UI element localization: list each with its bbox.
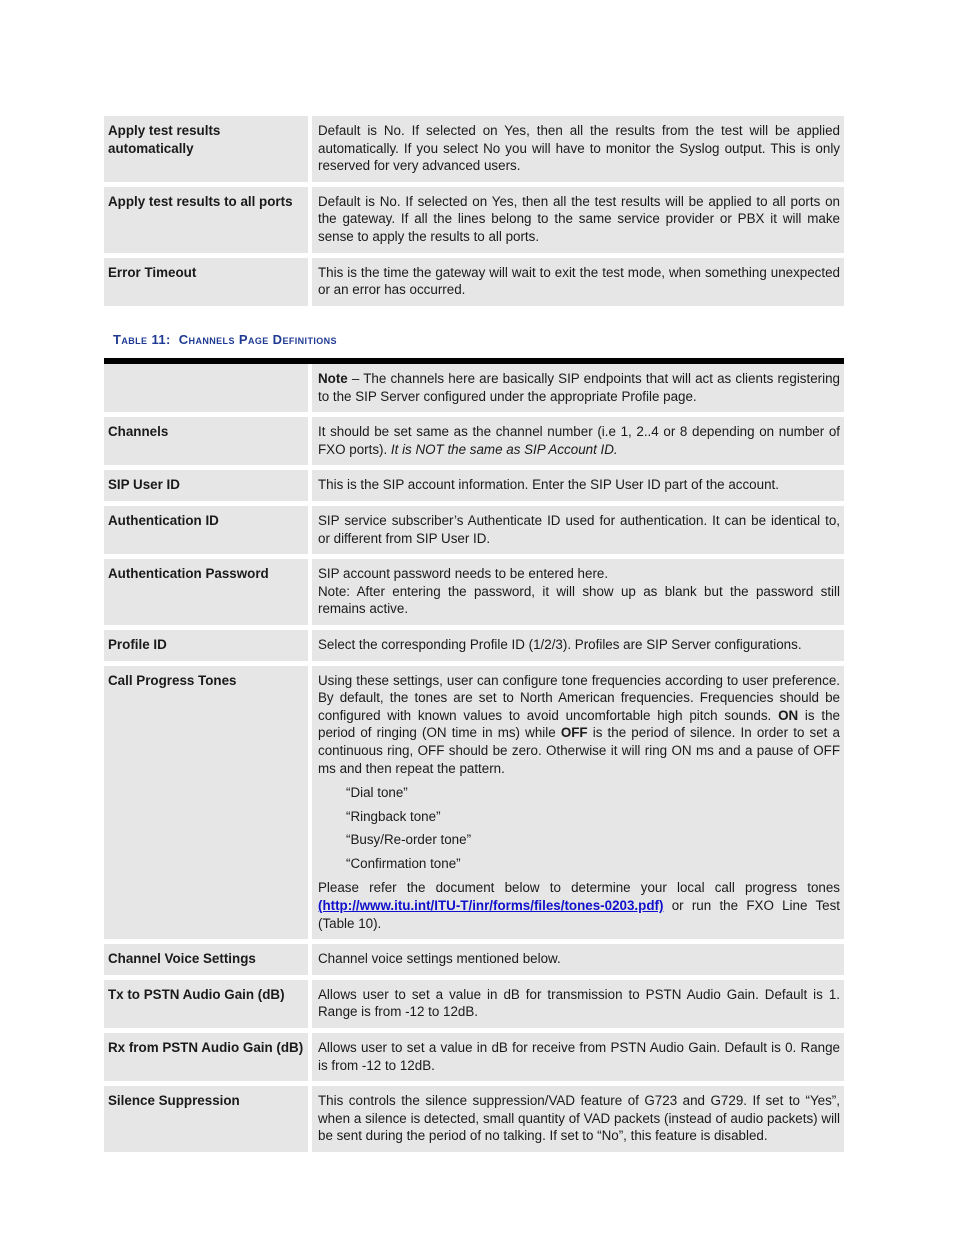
term-cell-empty [104,364,312,417]
list-item: “Dial tone” [346,785,408,801]
term-cell: Channels [104,417,312,470]
description-cell [312,417,844,470]
note-label: Note [318,371,348,386]
refer-text: Please refer the document below to determine your local call progress tones [318,880,840,896]
description-cell: Default is No. If selected on Yes, then all the test results will be applied to all ports on the gateway. If all the lines belong to the same service provider or PBX it will make sense to apply the results to all ports. [312,187,844,258]
table-row-channel-voice-settings [104,944,844,980]
term-cell: Silence Suppression [104,1086,312,1152]
description-cell: Default is No. If selected on Yes, then all the results from the test will be applied automatically. If you select No you will have to monitor the Syslog output. This is only reserved for very advanced users. [312,116,844,187]
tone-list [318,781,840,875]
table-row-tx-gain [104,980,844,1033]
list-item: “Confirmation tone” [346,855,461,871]
password-line-1: SIP account password needs to be entered here. [318,566,609,582]
description-cell [312,666,844,945]
note-text: – The channels here are basically SIP endpoints that will act as clients registering to the SIP Server configured under the appropriate Profile page. [318,371,840,404]
term-cell: SIP User ID [104,470,312,506]
channels-definitions-table [104,358,844,1152]
refer-tail: or run the FXO Line Test (Table 10). [318,898,840,931]
table-row-rx-gain [104,1033,844,1086]
term-cell: Channel Voice Settings [104,944,312,980]
description-cell: This controls the silence suppression/VAD feature of G723 and G729. If set to “Yes”, when a silence is detected, small quantity of VAD packets (instead of audio packets) will be sent during the period of no talking. If set to “No”, this feature is disabled. [312,1086,844,1152]
description-cell: This is the time the gateway will wait to exit the test mode, when something unexpected or an error has occurred. [312,258,844,306]
on-label: ON [778,707,799,723]
list-item: “Busy/Re-order tone” [346,832,472,848]
description-cell: Select the corresponding Profile ID (1/2/3). Profiles are SIP Server configurations. [312,630,844,666]
term-cell: Error Timeout [104,258,312,306]
description-cell [312,559,844,630]
off-label: OFF [560,725,588,741]
caption-label: Table 11: [113,332,171,347]
table-row-authentication-id [104,506,844,559]
description-cell: Channel voice settings mentioned below. [312,944,844,980]
table-row [104,116,844,187]
test-results-definitions-table [104,116,844,306]
term-cell: Call Progress Tones [104,666,312,945]
term-cell: Rx from PSTN Audio Gain (dB) [104,1033,312,1086]
table-row [104,187,844,258]
description-cell: SIP service subscriber’s Authenticate ID used for authentication. It can be identical to, or different from SIP User ID. [312,506,844,559]
password-line-2: Note: After entering the password, it will show up as blank but the password still remains active. [318,583,840,617]
caption-title: Channels Page Definitions [178,332,337,347]
term-cell: Authentication Password [104,559,312,630]
tones-intro: Using these settings, user can configure tone frequencies according to user preference. By default, the tones are set to North American frequencies. Frequencies should be configured with known values to avoid uncomfortable high pitch sounds. [318,672,840,723]
description-cell [312,364,844,417]
description-cell: Allows user to set a value in dB for receive from PSTN Audio Gain. Default is 0. Range is from -12 to 12dB. [312,1033,844,1086]
term-cell: Tx to PSTN Audio Gain (dB) [104,980,312,1033]
channels-italic-note: It is NOT the same as SIP Account ID. [390,441,618,457]
table-row-channels [104,417,844,470]
table-row-profile-id [104,630,844,666]
table-row-call-progress-tones [104,666,844,945]
term-cell: Apply test results automatically [104,116,312,187]
list-item: “Ringback tone” [346,808,441,824]
table-row-authentication-password [104,559,844,630]
table-row-note [104,364,844,417]
table-caption [113,331,337,349]
itu-tones-link[interactable]: (http://www.itu.int/ITU-T/inr/forms/files/tones-0203.pdf) [318,898,664,914]
term-cell: Authentication ID [104,506,312,559]
on-text: is the period of ringing (ON time in ms) while [318,707,840,741]
off-text: is the period of silence. In order to set a continuous ring, OFF should be zero. Otherwise it will ring ON ms and a pause of OFF ms and then repeat the pattern. [318,725,840,776]
description-cell: This is the SIP account information. Enter the SIP User ID part of the account. [312,470,844,506]
description-cell: Allows user to set a value in dB for transmission to PSTN Audio Gain. Default is 1. Range is from -12 to 12dB. [312,980,844,1033]
table-row-sip-user-id [104,470,844,506]
table-row-silence-suppression [104,1086,844,1152]
term-cell: Apply test results to all ports [104,187,312,258]
term-cell: Profile ID [104,630,312,666]
channels-text: It should be set same as the channel number (i.e 1, 2..4 or 8 depending on number of FXO ports). [318,424,840,457]
table-row [104,258,844,306]
